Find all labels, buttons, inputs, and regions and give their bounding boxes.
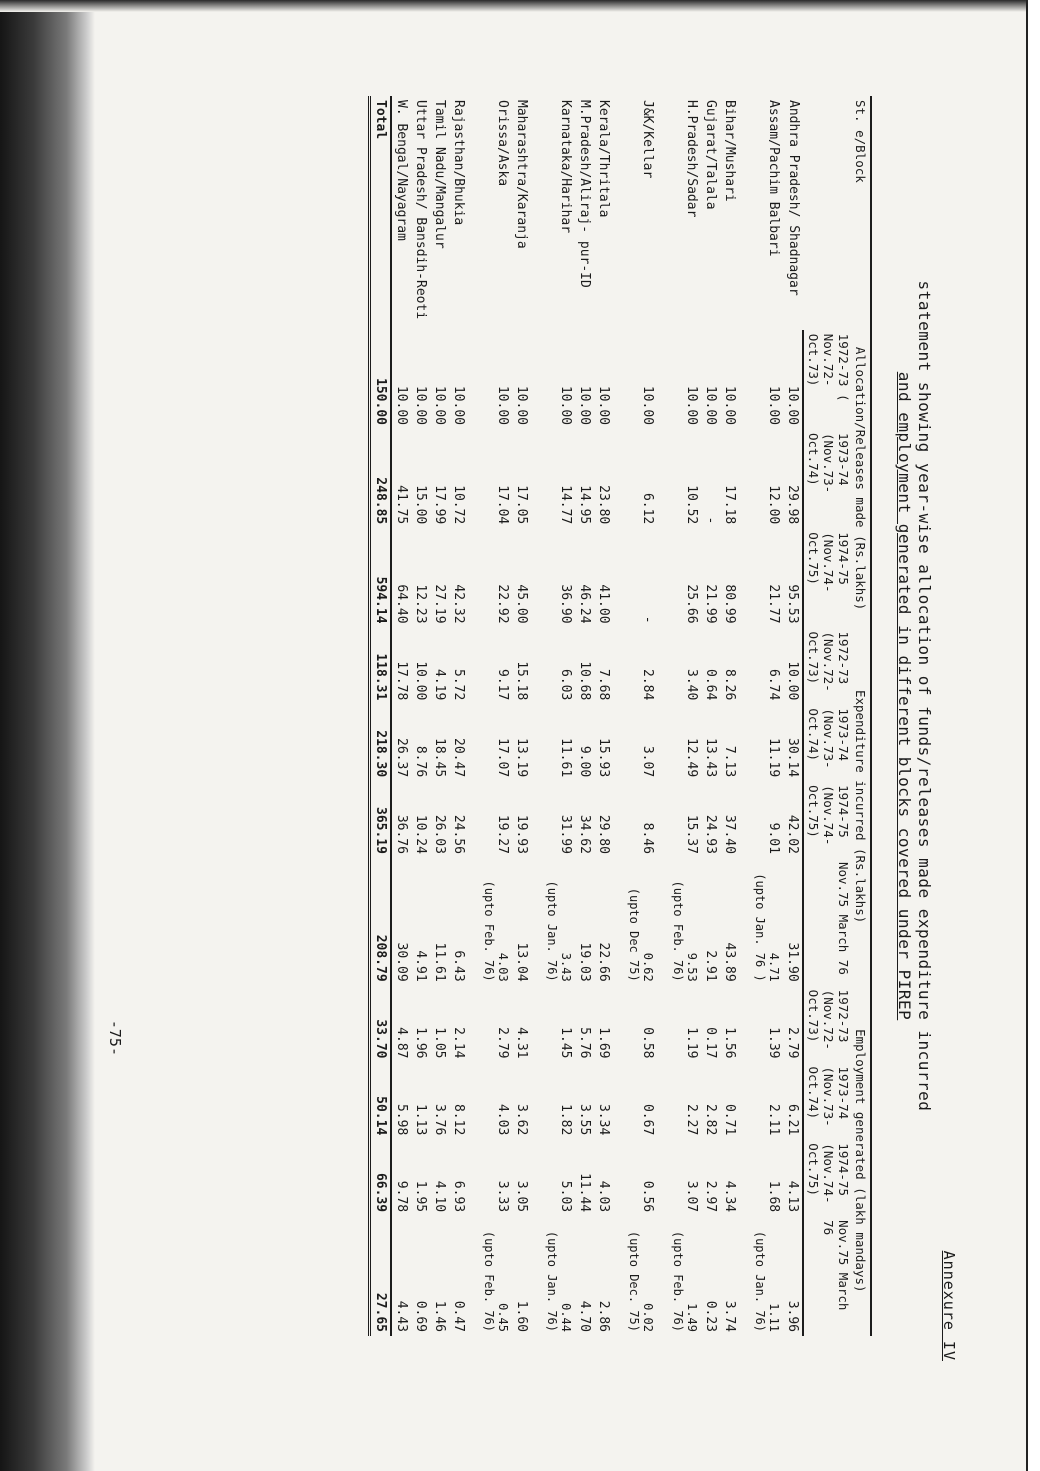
cell-emp-1973: 3.62 bbox=[514, 1103, 529, 1135]
cell-value: 2.86 bbox=[596, 1300, 611, 1332]
top-shadow bbox=[0, 0, 1040, 12]
row-state-block: Andhra Pradesh/ Shadnagar bbox=[786, 99, 801, 296]
cell-value: 2.91 bbox=[703, 949, 718, 982]
cell-alloc-1972: 10.00 bbox=[684, 385, 699, 425]
row-state-block: Gujarat/Talala bbox=[703, 99, 718, 210]
table-row bbox=[594, 96, 625, 1336]
cell-emp-1974: 4.34 bbox=[722, 1180, 737, 1212]
cell-exp-1974: 19.27 bbox=[495, 814, 510, 854]
cell-value: 11.61 bbox=[432, 942, 447, 982]
cell-alloc-1973: 6.12 bbox=[640, 492, 655, 524]
cell-exp-1974: 42.02 bbox=[785, 814, 800, 854]
table-row bbox=[512, 96, 543, 1336]
cell-exp-1974: 24.93 bbox=[703, 814, 718, 854]
cell-alloc-1974: 25.66 bbox=[684, 583, 699, 624]
cell-emp-1973: 3.55 bbox=[577, 1103, 592, 1135]
row-state-block: Orissa/Aska bbox=[495, 99, 510, 186]
cell-value: 30.09 bbox=[394, 942, 409, 982]
cell-emp-1972: 2.14 bbox=[451, 1026, 466, 1058]
cell-exp-1972: 4.19 bbox=[432, 668, 447, 700]
document-title bbox=[894, 246, 934, 1146]
cell-value: 19.03 bbox=[577, 942, 592, 982]
cell-alloc-1972: 10.00 bbox=[785, 385, 800, 425]
cell-alloc-1974: 80.99 bbox=[722, 583, 737, 624]
title-line-2: and employment generated in different blocks covered under PIREP bbox=[895, 371, 914, 1020]
header-allocation: Allocation/Releases made (Rs.lakhs) bbox=[853, 329, 871, 627]
cell-alloc-1973: 17.99 bbox=[432, 484, 447, 524]
cell-exp-1974: 29.80 bbox=[596, 814, 611, 854]
title-line-1: statement showing year-wise allocation of funds/releases made expenditure incurred bbox=[915, 280, 934, 1111]
cell-emp-1975 bbox=[625, 1216, 669, 1336]
cell-value: 0.45 bbox=[496, 1302, 510, 1332]
total-emp-1973: 50.14 bbox=[370, 1062, 392, 1139]
cell-exp-1972: 7.68 bbox=[596, 668, 611, 700]
cell-exp-1974: 10.24 bbox=[413, 814, 428, 854]
total-emp-1974: 66.39 bbox=[370, 1139, 392, 1216]
cell-exp-1974: 15.37 bbox=[684, 814, 699, 854]
row-state-block: Rajasthan/Bhukia bbox=[451, 99, 466, 225]
cell-exp-1972: 9.17 bbox=[495, 668, 510, 700]
cell-value: 4.43 bbox=[394, 1300, 409, 1332]
cell-emp-1973: 1.82 bbox=[558, 1103, 573, 1135]
cell-emp-1973: 0.71 bbox=[722, 1103, 737, 1135]
cell-emp-1974: 4.03 bbox=[596, 1180, 611, 1212]
cell-alloc-1973: 17.18 bbox=[722, 484, 737, 524]
cell-emp-1973: 3.76 bbox=[432, 1103, 447, 1135]
cell-alloc-1972: 10.00 bbox=[413, 385, 428, 425]
cell-emp-1974: 9.78 bbox=[394, 1180, 409, 1212]
cell-exp-1973: 3.07 bbox=[640, 745, 655, 777]
cell-emp-1973: 0.67 bbox=[640, 1103, 655, 1135]
cell-alloc-1972: 10.00 bbox=[722, 385, 737, 425]
cell-value: 4.03 bbox=[496, 952, 510, 982]
cell-exp-1973: 26.37 bbox=[394, 737, 409, 777]
cell-exp-1974: 37.40 bbox=[722, 814, 737, 854]
cell-exp-1975 bbox=[543, 857, 575, 985]
cell-alloc-1973: 23.80 bbox=[596, 484, 611, 524]
cell-value: 13.04 bbox=[514, 942, 529, 982]
period-note: (upto Jan. 76) bbox=[545, 880, 559, 982]
cell-exp-1974: 26.03 bbox=[432, 814, 447, 854]
cell-exp-1974: 19.93 bbox=[514, 814, 529, 854]
cell-exp-1973: 30.14 bbox=[785, 737, 800, 777]
cell-alloc-1972: 10.00 bbox=[514, 385, 529, 425]
cell-emp-1974: 3.33 bbox=[495, 1180, 510, 1212]
cell-alloc-1972: 10.00 bbox=[394, 385, 409, 425]
cell-value: 3.96 bbox=[785, 1300, 800, 1332]
cell-alloc-1973: 14.77 bbox=[558, 484, 573, 524]
cell-emp-1975 bbox=[720, 1216, 751, 1336]
cell-emp-1972: 2.79 bbox=[785, 1026, 800, 1058]
header-exp-1974: 1974-75 (Nov.74- Oct.75) bbox=[803, 781, 853, 858]
cell-alloc-1974: 64.40 bbox=[394, 583, 409, 624]
cell-emp-1975 bbox=[669, 1216, 701, 1336]
row-state-block: Uttar Pradesh/ Bansdih-Reoti bbox=[413, 99, 428, 319]
table-row bbox=[625, 96, 669, 1336]
period-note: (upto Feb. 76) bbox=[671, 880, 685, 982]
cell-exp-1973: 17.07 bbox=[495, 737, 510, 777]
cell-emp-1974: 3.05 bbox=[514, 1180, 529, 1212]
cell-alloc-1973: 14.95 bbox=[577, 484, 592, 524]
cell-alloc-1973: 41.75 bbox=[394, 484, 409, 524]
total-exp-1974: 365.19 bbox=[370, 781, 392, 858]
cell-value: 0.02 bbox=[641, 1302, 655, 1332]
total-exp-1975: 208.79 bbox=[370, 857, 392, 985]
page-edge bbox=[1026, 0, 1040, 1471]
cell-exp-1975 bbox=[594, 857, 625, 985]
data-table bbox=[368, 96, 872, 1336]
cell-exp-1975 bbox=[391, 857, 411, 985]
cell-emp-1974: 4.10 bbox=[432, 1180, 447, 1212]
cell-alloc-1974: - bbox=[640, 615, 655, 624]
cell-emp-1975 bbox=[783, 1216, 803, 1336]
cell-value: 22.66 bbox=[596, 942, 611, 982]
cell-alloc-1973: 12.00 bbox=[766, 484, 781, 524]
cell-exp-1975 bbox=[720, 857, 751, 985]
cell-emp-1975 bbox=[449, 1216, 480, 1336]
cell-exp-1974: 34.62 bbox=[577, 814, 592, 854]
table-row bbox=[449, 96, 480, 1336]
cell-exp-1974: 36.76 bbox=[394, 814, 409, 854]
cell-exp-1974: 31.99 bbox=[558, 814, 573, 854]
header-alloc-1973: 1973-74 (Nov.73- Oct.74) bbox=[803, 429, 853, 528]
table-row bbox=[783, 96, 803, 1336]
period-note: (upto Dec 75) bbox=[627, 887, 641, 982]
cell-exp-1973: 11.61 bbox=[558, 737, 573, 777]
cell-emp-1972: 0.58 bbox=[640, 1026, 655, 1058]
row-state-block: Assam/Pachim Balbari bbox=[766, 99, 781, 257]
cell-exp-1972: 2.84 bbox=[640, 668, 655, 700]
cell-emp-1972: 1.56 bbox=[722, 1026, 737, 1058]
total-exp-1972: 118.31 bbox=[370, 627, 392, 704]
cell-alloc-1972: 10.00 bbox=[432, 385, 447, 425]
cell-alloc-1973: 29.98 bbox=[785, 484, 800, 524]
cell-alloc-1972: 10.00 bbox=[577, 385, 592, 425]
cell-emp-1975 bbox=[430, 1216, 449, 1336]
table-row bbox=[751, 96, 783, 1336]
row-state-block: J&K/Kellar bbox=[640, 99, 655, 178]
cell-emp-1973: 2.11 bbox=[766, 1103, 781, 1135]
cell-alloc-1972: 10.00 bbox=[451, 385, 466, 425]
cell-exp-1975 bbox=[430, 857, 449, 985]
cell-alloc-1972: 10.00 bbox=[596, 385, 611, 425]
cell-exp-1972: 5.72 bbox=[451, 668, 466, 700]
period-note: (upto Jan. 76) bbox=[545, 1230, 559, 1332]
cell-exp-1974: 8.46 bbox=[640, 822, 655, 854]
cell-exp-1973: 18.45 bbox=[432, 737, 447, 777]
cell-value: 1.49 bbox=[685, 1302, 699, 1332]
table-row bbox=[391, 96, 411, 1336]
cell-alloc-1973: - bbox=[703, 515, 718, 524]
cell-alloc-1972: 10.00 bbox=[640, 385, 655, 425]
cell-value: 9.53 bbox=[685, 952, 699, 982]
cell-value: 0.44 bbox=[559, 1302, 573, 1332]
total-row bbox=[370, 96, 392, 1336]
cell-value: 3.43 bbox=[559, 952, 573, 982]
cell-emp-1974: 1.95 bbox=[413, 1180, 428, 1212]
header-exp-1975: Nov.75 March 76 bbox=[803, 857, 853, 985]
cell-value: 0.69 bbox=[413, 1300, 428, 1332]
row-state-block: H.Pradesh/Sadar bbox=[684, 99, 699, 217]
row-state-block: W. Bengal/Nayagram bbox=[394, 99, 409, 241]
header-emp-1974: 1974-75 (Nov.74- Oct.75) bbox=[803, 1139, 853, 1216]
table-row bbox=[669, 96, 701, 1336]
cell-emp-1972: 1.05 bbox=[432, 1026, 447, 1058]
cell-emp-1973: 2.82 bbox=[703, 1103, 718, 1135]
table-row bbox=[480, 96, 512, 1336]
annexure-label: Annexure IV bbox=[940, 1250, 958, 1361]
cell-value: 3.74 bbox=[722, 1300, 737, 1332]
table-row bbox=[430, 96, 449, 1336]
row-state-block: Tamil Nadu/Mangalur bbox=[432, 99, 447, 249]
cell-exp-1975 bbox=[701, 857, 720, 985]
cell-exp-1975 bbox=[512, 857, 543, 985]
cell-emp-1975 bbox=[575, 1216, 594, 1336]
cell-exp-1975 bbox=[480, 857, 512, 985]
cell-emp-1972: 1.96 bbox=[413, 1026, 428, 1058]
cell-value: 6.43 bbox=[451, 949, 466, 982]
cell-emp-1975 bbox=[543, 1216, 575, 1336]
cell-alloc-1972: 10.00 bbox=[558, 385, 573, 425]
cell-emp-1975 bbox=[701, 1216, 720, 1336]
cell-exp-1975 bbox=[575, 857, 594, 985]
table-row bbox=[411, 96, 430, 1336]
table-row bbox=[575, 96, 594, 1336]
period-note: (upto Feb. 76) bbox=[671, 1230, 685, 1332]
total-label: Total bbox=[370, 96, 392, 330]
cell-emp-1974: 5.03 bbox=[558, 1180, 573, 1212]
cell-emp-1974: 0.56 bbox=[640, 1180, 655, 1212]
cell-emp-1972: 2.79 bbox=[495, 1026, 510, 1058]
rotated-document bbox=[70, 71, 970, 1401]
cell-alloc-1972: 10.00 bbox=[703, 385, 718, 425]
cell-emp-1973: 2.27 bbox=[684, 1103, 699, 1135]
cell-emp-1975 bbox=[391, 1216, 411, 1336]
cell-alloc-1973: 17.04 bbox=[495, 484, 510, 524]
cell-value: 1.11 bbox=[767, 1302, 781, 1332]
cell-emp-1974: 1.68 bbox=[766, 1180, 781, 1212]
cell-alloc-1974: 21.99 bbox=[703, 583, 718, 624]
cell-emp-1972: 1.45 bbox=[558, 1026, 573, 1058]
cell-exp-1972: 15.18 bbox=[514, 660, 529, 700]
cell-emp-1975 bbox=[411, 1216, 430, 1336]
cell-alloc-1974: 12.23 bbox=[413, 583, 428, 624]
cell-alloc-1974: 41.00 bbox=[596, 583, 611, 624]
cell-emp-1973: 4.03 bbox=[495, 1103, 510, 1135]
cell-exp-1974: 24.56 bbox=[451, 814, 466, 854]
cell-alloc-1973: 10.72 bbox=[451, 484, 466, 524]
period-note: (upto Feb. 76) bbox=[482, 880, 496, 982]
header-exp-1973: 1973-74 (Nov.73- Oct.74) bbox=[803, 704, 853, 781]
cell-alloc-1973: 17.05 bbox=[514, 484, 529, 524]
cell-emp-1972: 1.69 bbox=[596, 1026, 611, 1058]
cell-exp-1972: 6.03 bbox=[558, 668, 573, 700]
period-note: (upto Jan. 76) bbox=[753, 1230, 767, 1332]
header-alloc-1974: 1974-75 (Nov.74- Oct.75) bbox=[803, 528, 853, 627]
cell-exp-1972: 6.74 bbox=[766, 668, 781, 700]
cell-emp-1973: 8.12 bbox=[451, 1103, 466, 1135]
cell-alloc-1974: 45.00 bbox=[514, 583, 529, 624]
cell-exp-1972: 3.40 bbox=[684, 668, 699, 700]
cell-emp-1974: 2.97 bbox=[703, 1180, 718, 1212]
total-emp-1975: 27.65 bbox=[370, 1216, 392, 1336]
cell-exp-1972: 10.00 bbox=[413, 660, 428, 700]
table-row bbox=[701, 96, 720, 1336]
cell-exp-1973: 8.76 bbox=[413, 745, 428, 777]
cell-exp-1972: 10.00 bbox=[785, 660, 800, 700]
total-alloc-1973: 248.85 bbox=[370, 429, 392, 528]
cell-exp-1973: 20.47 bbox=[451, 737, 466, 777]
cell-alloc-1974: 22.92 bbox=[495, 583, 510, 624]
cell-exp-1973: 13.43 bbox=[703, 737, 718, 777]
cell-alloc-1974: 95.53 bbox=[785, 583, 800, 624]
cell-value: 4.71 bbox=[767, 952, 781, 982]
header-alloc-1972: 1972-73 ( Nov.72- Oct.73) bbox=[803, 329, 853, 428]
cell-exp-1972: 10.68 bbox=[577, 660, 592, 700]
total-emp-1972: 33.70 bbox=[370, 985, 392, 1062]
cell-value: 0.62 bbox=[641, 952, 655, 982]
cell-exp-1973: 9.00 bbox=[577, 745, 592, 777]
cell-exp-1972: 17.78 bbox=[394, 660, 409, 700]
header-emp-1975: Nov.75 March 76 bbox=[803, 1216, 853, 1336]
cell-emp-1972: 4.31 bbox=[514, 1026, 529, 1058]
cell-exp-1973: 15.93 bbox=[596, 737, 611, 777]
cell-exp-1973: 13.19 bbox=[514, 737, 529, 777]
cell-exp-1973: 12.49 bbox=[684, 737, 699, 777]
table-row bbox=[720, 96, 751, 1336]
cell-alloc-1974: 36.90 bbox=[558, 583, 573, 624]
cell-exp-1975 bbox=[783, 857, 803, 985]
header-employment: Employment generated (lakh mandays) bbox=[853, 985, 871, 1335]
cell-emp-1975 bbox=[480, 1216, 512, 1336]
cell-emp-1975 bbox=[751, 1216, 783, 1336]
row-state-block: Bihar/Mushari bbox=[722, 99, 737, 202]
cell-emp-1972: 0.17 bbox=[703, 1026, 718, 1058]
cell-alloc-1974: 27.19 bbox=[432, 583, 447, 624]
cell-emp-1972: 4.87 bbox=[394, 1026, 409, 1058]
cell-value: 4.91 bbox=[413, 949, 428, 982]
row-state-block: Karnataka/Harihar bbox=[558, 99, 573, 233]
period-note: (upto Feb. 76) bbox=[482, 1230, 496, 1332]
cell-alloc-1974: 46.24 bbox=[577, 583, 592, 624]
header-expenditure: Expenditure incurred (Rs.lakhs) bbox=[853, 627, 871, 985]
cell-value: 0.23 bbox=[703, 1300, 718, 1332]
cell-emp-1972: 1.19 bbox=[684, 1026, 699, 1058]
total-alloc-1974: 594.14 bbox=[370, 528, 392, 627]
cell-exp-1972: 0.64 bbox=[703, 668, 718, 700]
cell-value: 0.47 bbox=[451, 1300, 466, 1332]
cell-emp-1972: 1.39 bbox=[766, 1026, 781, 1058]
cell-value: 1.46 bbox=[432, 1300, 447, 1332]
cell-emp-1972: 5.76 bbox=[577, 1026, 592, 1058]
cell-exp-1975 bbox=[669, 857, 701, 985]
cell-exp-1975 bbox=[751, 857, 783, 985]
cell-alloc-1972: 10.00 bbox=[766, 385, 781, 425]
cell-value: 1.60 bbox=[514, 1300, 529, 1332]
cell-alloc-1973: 10.52 bbox=[684, 484, 699, 524]
cell-emp-1973: 5.98 bbox=[394, 1103, 409, 1135]
cell-exp-1975 bbox=[625, 857, 669, 985]
cell-alloc-1972: 10.00 bbox=[495, 385, 510, 425]
cell-exp-1973: 7.13 bbox=[722, 745, 737, 777]
total-alloc-1972: 150.00 bbox=[370, 329, 392, 428]
cell-exp-1973: 11.19 bbox=[766, 737, 781, 777]
row-state-block: Kerala/Thritala bbox=[596, 99, 611, 217]
cell-value: 4.70 bbox=[577, 1300, 592, 1332]
period-note: (upto Jan. 76 ) bbox=[753, 872, 767, 982]
cell-alloc-1974: 42.32 bbox=[451, 583, 466, 624]
cell-emp-1975 bbox=[594, 1216, 625, 1336]
cell-exp-1974: 9.01 bbox=[766, 822, 781, 854]
cell-emp-1974: 3.07 bbox=[684, 1180, 699, 1212]
cell-exp-1972: 8.26 bbox=[722, 668, 737, 700]
row-state-block: Maharashtra/Karanja bbox=[514, 99, 529, 249]
row-state-block: M.Pradesh/Aliraj- pur-ID bbox=[577, 99, 592, 288]
cell-emp-1974: 11.44 bbox=[577, 1172, 592, 1212]
cell-emp-1974: 4.13 bbox=[785, 1180, 800, 1212]
period-note: (upto Dec. 75) bbox=[627, 1230, 641, 1332]
header-emp-1973: 1973-74 (Nov.73- Oct.74) bbox=[803, 1062, 853, 1139]
cell-emp-1973: 3.34 bbox=[596, 1103, 611, 1135]
cell-value: 43.89 bbox=[722, 942, 737, 982]
cell-alloc-1974: 21.77 bbox=[766, 583, 781, 624]
cell-emp-1975 bbox=[512, 1216, 543, 1336]
header-emp-1972: 1972-73 (Nov.72- Oct.73) bbox=[803, 985, 853, 1062]
table-row bbox=[543, 96, 575, 1336]
cell-emp-1973: 6.21 bbox=[785, 1103, 800, 1135]
cell-emp-1973: 1.13 bbox=[413, 1103, 428, 1135]
cell-exp-1975 bbox=[449, 857, 480, 985]
cell-alloc-1973: 15.00 bbox=[413, 484, 428, 524]
cell-exp-1975 bbox=[411, 857, 430, 985]
cell-emp-1974: 6.93 bbox=[451, 1180, 466, 1212]
header-state-block: St. e/Block bbox=[803, 96, 871, 330]
header-exp-1972: 1972-73 (Nov.72- Oct.73) bbox=[803, 627, 853, 704]
total-exp-1973: 218.30 bbox=[370, 704, 392, 781]
page-number: -75- bbox=[106, 1019, 124, 1056]
cell-value: 31.90 bbox=[785, 942, 800, 982]
